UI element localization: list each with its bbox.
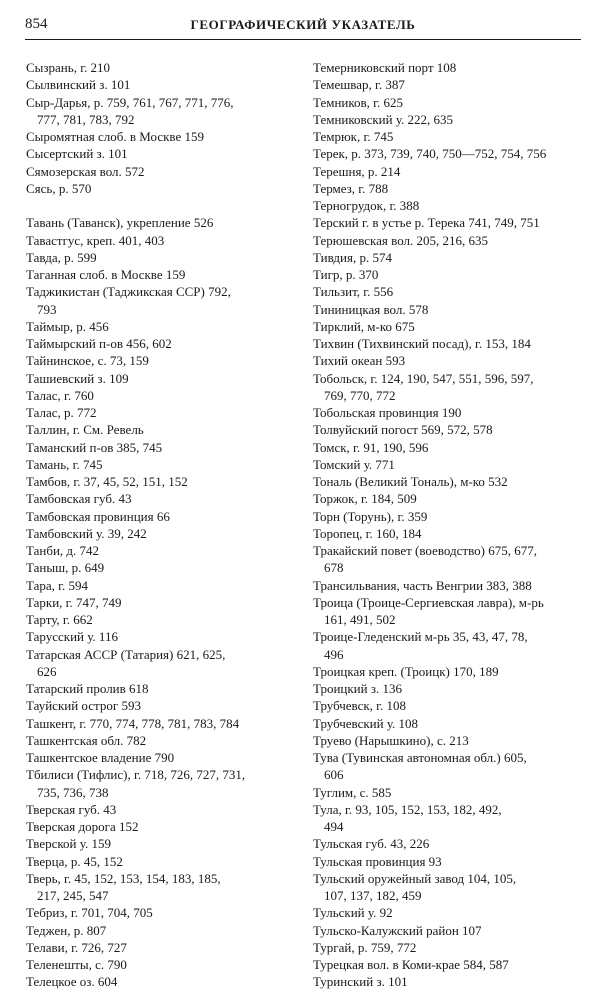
left-index-column [26,59,294,991]
index-entry: Тамбовский у. 39, 242 [26,525,147,541]
index-entry: Таныш, р. 649 [26,560,105,576]
index-entry: Тамбовская губ. 43 [26,491,132,507]
index-entry: Терешня, р. 214 [313,163,401,179]
index-entry: Трансильвания, часть Венгрии 383, 388 [313,577,532,593]
index-entry: Теджен, р. 807 [26,922,107,938]
index-entry: Таймырский п-ов 456, 602 [26,336,172,351]
index-entry: Тульский у. 92 [313,905,393,921]
index-entry: Тула, г. 93, 105, 152, 153, 182, 492, [313,801,502,817]
index-entry: Тульская губ. 43, 226 [313,836,430,852]
index-entry: 777, 781, 783, 792 [37,111,135,127]
header-rule [25,39,581,40]
index-entry: Труево (Нарышкино), с. 213 [313,732,469,748]
index-entry: Татарский пролив 618 [26,681,149,696]
right-index-column [313,59,583,991]
index-entry: Торжок, г. 184, 509 [313,491,417,507]
index-entry: Троицкая креп. (Троицк) 170, 189 [313,663,499,679]
index-entry: Тавастгус, креп. 401, 403 [26,232,165,248]
index-entry: Темешвар, г. 387 [313,77,405,93]
index-entry: 161, 491, 502 [324,612,396,627]
index-entry: Томский у. 771 [313,456,395,472]
index-entry: Сямозерская вол. 572 [26,163,145,179]
index-entry: Талас, г. 760 [26,387,94,403]
index-entry: Телави, г. 726, 727 [26,939,127,955]
index-entry: Сызрань, г. 210 [26,60,111,75]
index-entry: Тарки, г. 747, 749 [26,594,122,610]
index-entry: Трубчевск, г. 108 [313,698,407,714]
index-entry: Тара, г. 594 [26,577,89,593]
index-entry: Тульско-Калужский район 107 [313,922,482,938]
index-entry: Сыромятная слоб. в Москве 159 [26,129,204,144]
index-entry: 606 [324,767,344,783]
index-entry: Турецкая вол. в Коми-крае 584, 587 [313,957,509,972]
index-entry: Тверская дорога 152 [26,819,139,834]
index-entry: Троица (Троице-Сергиевская лавра), м-рь [313,594,544,610]
index-entry: Татарская АССР (Татария) 621, 625, [26,646,226,662]
index-entry: 793 [37,301,57,317]
page-header [25,16,581,38]
index-entry: Тверская губ. 43 [26,801,117,817]
index-entry: Таллин, г. См. Ревель [26,422,144,438]
index-entry: Сысертский з. 101 [26,146,128,162]
index-entry: Тавда, р. 599 [26,249,97,265]
index-entry: Сылвинский з. 101 [26,77,131,93]
index-entry: Туглим, с. 585 [313,784,392,800]
index-entry: Тавань (Таванск), укрепление 526 [26,215,214,231]
index-entry: Тебриз, г. 701, 704, 705 [26,905,153,921]
index-entry: Ташкентская обл. 782 [26,732,147,748]
index-entry: Тобольск, г. 124, 190, 547, 551, 596, 597, [313,370,534,386]
index-entry: Тигр, р. 370 [313,267,379,282]
index-entry: Туринский з. 101 [313,974,408,990]
page-number: 854 [25,16,48,32]
index-entry: Тверца, р. 45, 152 [26,853,123,869]
left-entry-group-1 [26,59,294,197]
index-entry: Тамань, г. 745 [26,456,103,472]
index-entry: Таймыр, р. 456 [26,318,109,334]
index-entry: Толвуйский погост 569, 572, 578 [313,422,493,438]
index-entry: Томск, г. 91, 190, 596 [313,439,429,455]
index-entry: 496 [324,646,344,662]
index-entry: Тауйский острог 593 [26,698,141,714]
index-entry: Тамбовская провинция 66 [26,508,170,524]
index-entry: Темниковский у. 222, 635 [313,111,454,127]
index-entry: Тамбов, г. 37, 45, 52, 151, 152 [26,474,188,489]
index-entry: Тайнинское, с. 73, 159 [26,353,149,369]
index-entry: Ташиевский з. 109 [26,370,129,386]
index-entry: 217, 245, 547 [37,888,109,903]
index-entry: Таганная слоб. в Москве 159 [26,267,186,282]
index-entry: Ташкентское владение 790 [26,750,175,765]
group-gap [26,197,294,214]
index-entry: Тверской у. 159 [26,836,111,852]
index-entry: Таджикистан (Таджикская ССР) 792, [26,284,231,300]
index-entry: Троицкий з. 136 [313,681,402,696]
index-entry: Тивдия, р. 574 [313,249,392,265]
index-entry: Тува (Тувинская автономная обл.) 605, [313,750,527,765]
index-entry: Тональ (Великий Тональ), м-ко 532 [313,474,508,489]
index-entry: Таманский п-ов 385, 745 [26,439,163,455]
index-entry: Терногрудок, г. 388 [313,198,420,213]
index-entry: Торн (Торунь), г. 359 [313,508,428,524]
index-entry: Темрюк, г. 745 [313,129,394,144]
index-entry: Терюшевская вол. 205, 216, 635 [313,232,489,248]
index-entry: 678 [324,560,344,576]
index-entry: Тракайский повет (воеводство) 675, 677, [313,543,537,558]
index-entry: Тихвин (Тихвинский посад), г. 153, 184 [313,336,531,351]
index-entry: Талас, р. 772 [26,405,97,420]
index-entry: Тобольская провинция 190 [313,405,462,420]
index-entry: Терский г. в устье р. Терека 741, 749, 751 [313,215,540,231]
index-entry: Тбилиси (Тифлис), г. 718, 726, 727, 731, [26,767,246,783]
index-entry: 494 [324,819,344,834]
index-entry: Тарусский у. 116 [26,629,118,645]
index-entry: Тарту, г. 662 [26,612,93,627]
index-entry: Термез, г. 788 [313,180,389,196]
index-entry: 107, 137, 182, 459 [324,888,422,903]
running-title: ГЕОГРАФИЧЕСКИЙ УКАЗАТЕЛЬ [190,17,416,32]
index-entry: Темерниковский порт 108 [313,60,457,75]
index-entry: Трубчевский у. 108 [313,715,419,731]
index-entry: Торопец, г. 160, 184 [313,525,422,541]
index-entry: Тильзит, г. 556 [313,284,394,300]
index-entry: Сыр-Дарья, р. 759, 761, 767, 771, 776, [26,94,234,110]
index-entry: Тирклий, м-ко 675 [313,318,415,334]
index-entry: Терек, р. 373, 739, 740, 750—752, 754, 756 [313,146,547,162]
index-entry: Тихий океан 593 [313,353,406,369]
index-entry: Теленешты, с. 790 [26,957,127,972]
right-entry-group [313,59,583,991]
index-entry: Телецкое оз. 604 [26,974,118,990]
index-entry: 769, 770, 772 [324,387,396,403]
index-entry: Темников, г. 625 [313,94,404,110]
index-entry: Ташкент, г. 770, 774, 778, 781, 783, 784 [26,715,240,731]
index-entry: Троице-Гледенский м-рь 35, 43, 47, 78, [313,629,528,645]
index-entry: Тургай, р. 759, 772 [313,939,417,955]
index-entry: Тверь, г. 45, 152, 153, 154, 183, 185, [26,870,221,886]
index-entry: 626 [37,663,57,679]
index-entry: Тининицкая вол. 578 [313,301,429,317]
index-entry: 735, 736, 738 [37,784,109,800]
index-entry: Сясь, р. 570 [26,180,92,196]
index-entry: Танби, д. 742 [26,543,100,558]
index-entry: Тульский оружейный завод 104, 105, [313,870,517,886]
left-entry-group-2 [26,214,294,990]
index-entry: Тульская провинция 93 [313,853,442,869]
